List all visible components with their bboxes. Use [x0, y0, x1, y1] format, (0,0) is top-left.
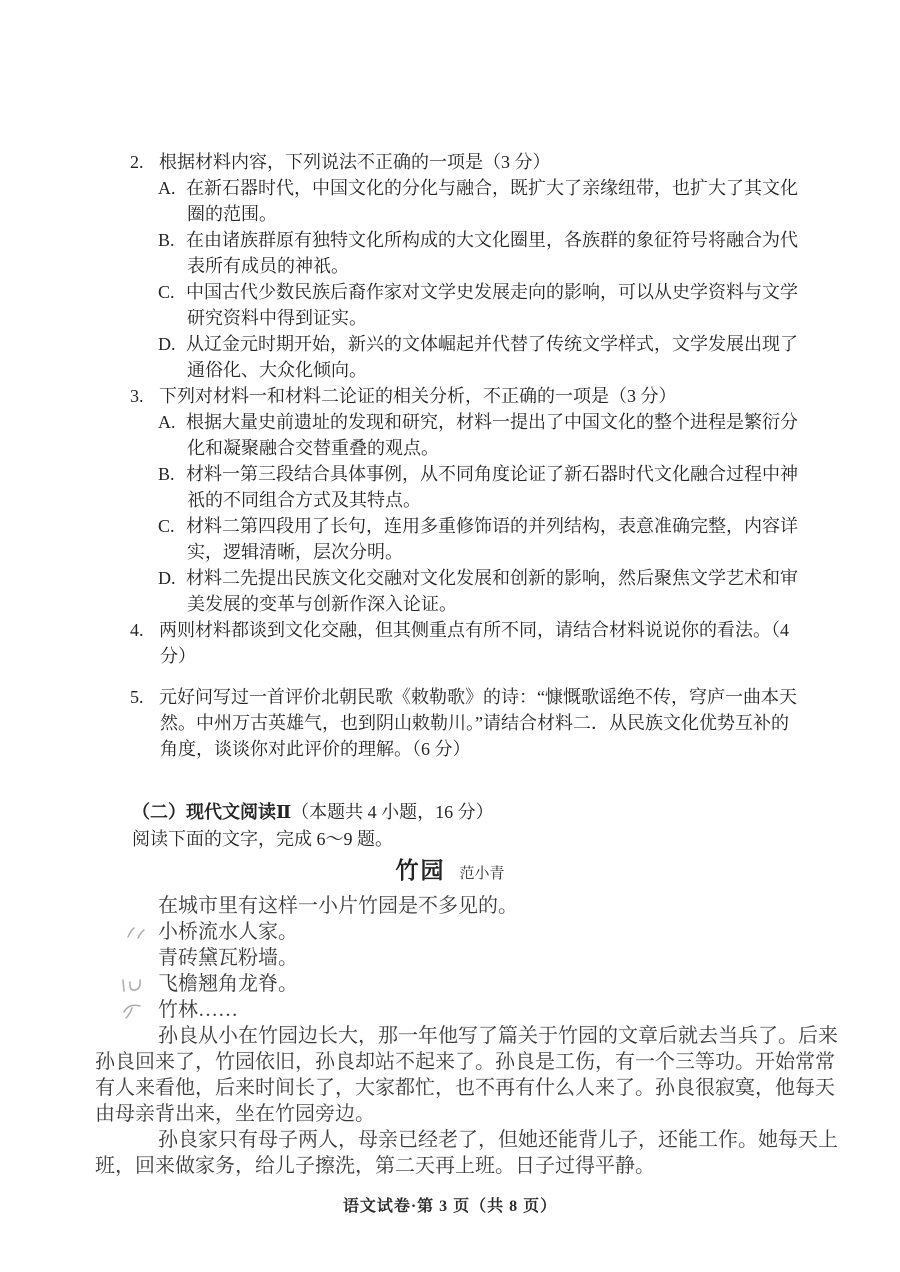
option-text: 材料二先提出民族文化交融对文化发展和创新的影响，然后聚焦文学艺术和审美发展的变革与创新作深入论证。 [186, 568, 798, 614]
question-2-option-c [130, 279, 806, 331]
question-number: 5. [130, 687, 144, 707]
question-3-stem-line [130, 383, 806, 409]
page-footer: 语文试卷·第 3 页（共 8 页） [342, 1198, 558, 1215]
question-2-option-d [130, 331, 806, 383]
passage-paragraph: 在城市里有这样一小片竹园是不多见的。 [158, 895, 518, 917]
option-label: D. [158, 568, 176, 588]
passage-title: 竹园 [395, 858, 446, 883]
question-3-option-d [130, 565, 806, 617]
section-heading-title: （二）现代文阅读Ⅱ [132, 802, 292, 822]
question-stem: 根据材料内容，下列说法不正确的一项是（3 分） [159, 152, 551, 172]
section-heading-meta: （本题共 4 小题，16 分） [291, 802, 494, 822]
question-4 [130, 617, 806, 669]
passage-body [95, 893, 840, 1179]
question-number: 2. [130, 152, 144, 172]
option-text: 在新石器时代，中国文化的分化与融合，既扩大了亲缘纽带，也扩大了其文化圈的范围。 [186, 178, 798, 224]
question-3-option-a [130, 409, 806, 461]
pen-scribble-icon-2 [119, 975, 149, 1002]
option-text: 材料二第四段用了长句，连用多重修饰语的并列结构，表意准确完整，内容详实，逻辑清晰，层次分明。 [186, 516, 798, 562]
option-label: A. [158, 178, 176, 198]
question-5 [130, 684, 806, 762]
question-block [130, 0, 806, 762]
question-stem: 元好问写过一首评价北朝民歌《敕勒歌》的诗：“慷慨歌谣绝不传，穹庐一曲本天然。中州万古英雄气，也到阴山敕勒川。”请结合材料二．从民族文化优势互补的角度，谈谈你对此评价的理解。（6 分） [159, 687, 797, 759]
passage-paragraph: 孙良家只有母子两人，母亲已经老了，但她还能背儿子，还能工作。她每天上班，回来做家务，给儿子擦洗，第二天再上班。日子过得平静。 [95, 1129, 838, 1177]
passage-paragraph: 竹林…… [158, 999, 238, 1021]
question-3-option-b [130, 461, 806, 513]
passage-author: 范小青 [459, 866, 505, 882]
option-text: 材料一第三段结合具体事例，从不同角度论证了新石器时代文化融合过程中神祇的不同组合方式及其特点。 [186, 464, 798, 510]
question-number: 3. [130, 386, 144, 406]
question-3-option-c [130, 513, 806, 565]
option-label: D. [158, 334, 176, 354]
section-instruction: 阅读下面的文字，完成 6～9 题。 [132, 829, 393, 849]
passage-paragraph: 孙良从小在竹园边长大，那一年他写了篇关于竹园的文章后就去当兵了。后来孙良回来了，竹园依旧，孙良却站不起来了。孙良是工伤，有一个三等功。开始常常有人来看他，后来时间长了，大家都忙，也不再有什么人来了。孙良很寂寞，他每天由母亲背出来，坐在竹园旁边。 [95, 1025, 838, 1125]
question-5-stem-line [130, 684, 806, 762]
section-heading [132, 799, 806, 853]
passage-paragraph: 飞檐翘角龙脊。 [158, 973, 298, 995]
option-label: C. [158, 282, 175, 302]
option-label: B. [158, 464, 175, 484]
question-4-stem-line [130, 617, 806, 669]
section-heading-line [132, 799, 806, 826]
question-2-option-b [130, 227, 806, 279]
option-text: 在由诸族群原有独特文化所构成的大文化圈里，各族群的象征符号将融合为代表所有成员的神祇。 [186, 230, 798, 276]
question-number: 4. [130, 620, 144, 640]
passage-paragraph: 青砖黛瓦粉墙。 [158, 947, 298, 969]
pen-scribble-icon-3 [121, 1001, 147, 1028]
question-2-option-a [130, 175, 806, 227]
question-2-stem-line [130, 149, 806, 175]
question-stem: 下列对材料一和材料二论证的相关分析，不正确的一项是（3 分） [159, 386, 677, 406]
pen-scribble-icon-1 [125, 922, 149, 948]
option-label: A. [158, 412, 176, 432]
option-label: C. [158, 516, 175, 536]
option-text: 从辽金元时期开始，新兴的文体崛起并代替了传统文学样式，文学发展出现了通俗化、大众化倾向。 [186, 334, 798, 380]
option-text: 根据大量史前遗址的发现和研究，材料一提出了中国文化的整个进程是繁衍分化和凝聚融合交替重叠的观点。 [186, 412, 798, 458]
question-3 [130, 383, 806, 617]
passage-title-row [0, 856, 900, 889]
question-stem: 两则材料都谈到文化交融，但其侧重点有所不同，请结合材料说说你的看法。（4 分） [159, 620, 789, 666]
option-text: 中国古代少数民族后裔作家对文学史发展走向的影响，可以从史学资料与文学研究资料中得到证实。 [186, 282, 798, 328]
question-2 [130, 149, 806, 383]
passage-paragraph: 小桥流水人家。 [158, 921, 298, 943]
option-label: B. [158, 230, 175, 250]
